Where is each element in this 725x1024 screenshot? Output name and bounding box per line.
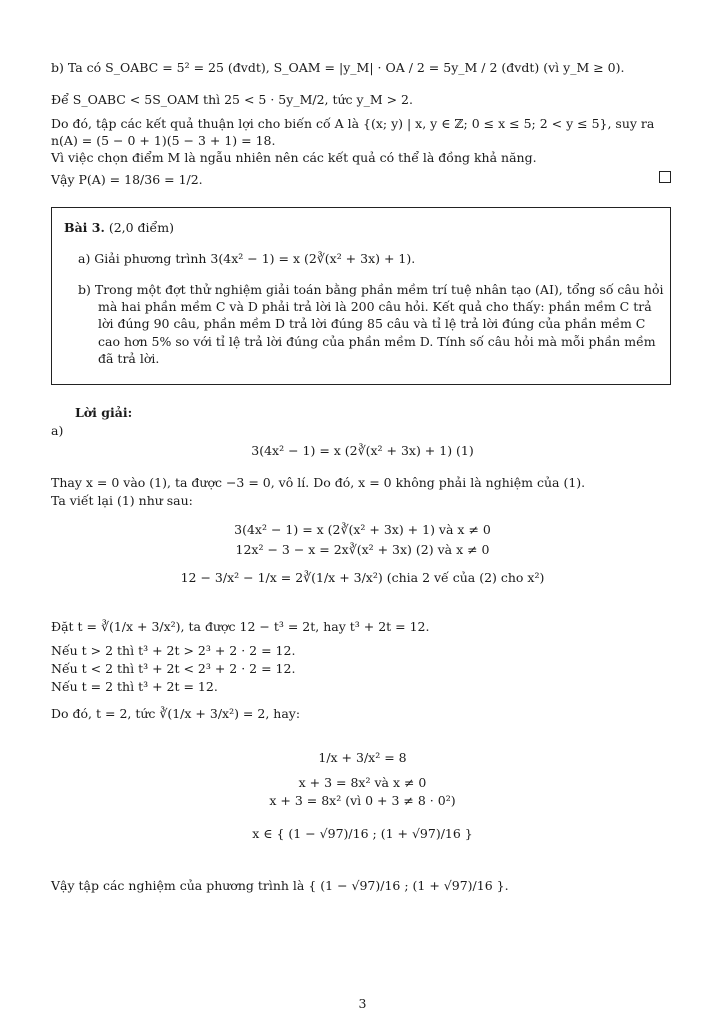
solution-paragraph-2: Ta viết lại (1) như sau: [51, 493, 193, 508]
solution-paragraph-6: Nếu t = 2 thì t³ + 2t = 12. [51, 679, 218, 694]
problem-part-b-line-1: b) Trong một đợt thử nghiệm giải toán bằng phần mềm trí tuệ nhân tạo (AI), tổng số câu hỏi [78, 282, 664, 297]
solution-paragraph-7: Do đó, t = 2, tức ∛(1/x + 3/x²) = 2, hay: [51, 706, 301, 721]
prev-solution-line-5: Vì việc chọn điểm M là ngẫu nhiên nên các kết quả có thể là đồng khả năng. [51, 150, 537, 165]
prev-solution-line-1: b) Ta có S_OABC = 5² = 25 (đvdt), S_OAM = |y_M| · OA / 2 = 5y_M / 2 (đvdt) (vì y_M ≥ 0). [51, 60, 625, 75]
prev-solution-line-2: Để S_OABC < 5S_OAM thì 25 < 5 · 5y_M/2, tức y_M > 2. [51, 92, 413, 107]
solution-paragraph-3: Đặt t = ∛(1/x + 3/x²), ta được 12 − t³ = 2t, hay t³ + 2t = 12. [51, 619, 430, 634]
solution-paragraph-1: Thay x = 0 vào (1), ta được −3 = 0, vô lí. Do đó, x = 0 không phải là nghiệm của (1). [51, 475, 586, 490]
equation-5: 1/x + 3/x² = 8 [318, 750, 407, 765]
equation-7: x + 3 = 8x² (vì 0 + 3 ≠ 8 · 0²) [269, 793, 456, 808]
equation-8: x ∈ { (1 − √97)/16 ; (1 + √97)/16 } [252, 826, 473, 841]
equation-4: 12 − 3/x² − 1/x = 2∛(1/x + 3/x²) (chia 2 vế của (2) cho x²) [180, 570, 545, 585]
page-number: 3 [358, 996, 367, 1011]
solution-heading: Lời giải: [75, 405, 133, 420]
equation-1: 3(4x² − 1) = x (2∛(x² + 3x) + 1) (1) [251, 443, 474, 458]
problem-title: Bài 3. [64, 220, 105, 235]
prev-solution-line-4: n(A) = (5 − 0 + 1)(5 − 3 + 1) = 18. [51, 133, 276, 148]
problem-part-b-line-4: cao hơn 5% so với tỉ lệ trả lời đúng của phần mềm D. Tính số câu hỏi mà mỗi phần mềm [98, 334, 656, 349]
equation-6: x + 3 = 8x² và x ≠ 0 [298, 775, 427, 790]
problem-part-b-line-2: mà hai phần mềm C và D phải trả lời là 200 câu hỏi. Kết quả cho thấy: phần mềm C trả [98, 299, 652, 314]
problem-heading [64, 220, 174, 236]
solution-paragraph-5: Nếu t < 2 thì t³ + 2t < 2³ + 2 · 2 = 12. [51, 661, 296, 676]
problem-part-a: a) Giải phương trình 3(4x² − 1) = x (2∛(x² + 3x) + 1). [78, 251, 416, 266]
equation-2: 3(4x² − 1) = x (2∛(x² + 3x) + 1) và x ≠ 0 [234, 522, 491, 537]
prev-solution-line-6: Vậy P(A) = 18/36 = 1/2. [51, 172, 203, 187]
problem-part-b-line-5: đã trả lời. [98, 351, 160, 366]
qed-box-icon [659, 171, 671, 183]
solution-conclusion: Vậy tập các nghiệm của phương trình là { (1 − √97)/16 ; (1 + √97)/16 }. [51, 878, 509, 893]
solution-paragraph-4: Nếu t > 2 thì t³ + 2t > 2³ + 2 · 2 = 12. [51, 643, 296, 658]
solution-part-a-label: a) [51, 423, 64, 438]
equation-3: 12x² − 3 − x = 2x∛(x² + 3x) (2) và x ≠ 0 [235, 542, 490, 557]
problem-points: (2,0 điểm) [108, 220, 174, 235]
problem-part-b-line-3: lời đúng 90 câu, phần mềm D trả lời đúng 85 câu và tỉ lệ trả lời đúng của phần mềm C [98, 316, 646, 331]
prev-solution-line-3: Do đó, tập các kết quả thuận lợi cho biến cố A là {(x; y) | x, y ∈ ℤ; 0 ≤ x ≤ 5; 2 < y ≤ 5}, suy ra [51, 116, 655, 131]
